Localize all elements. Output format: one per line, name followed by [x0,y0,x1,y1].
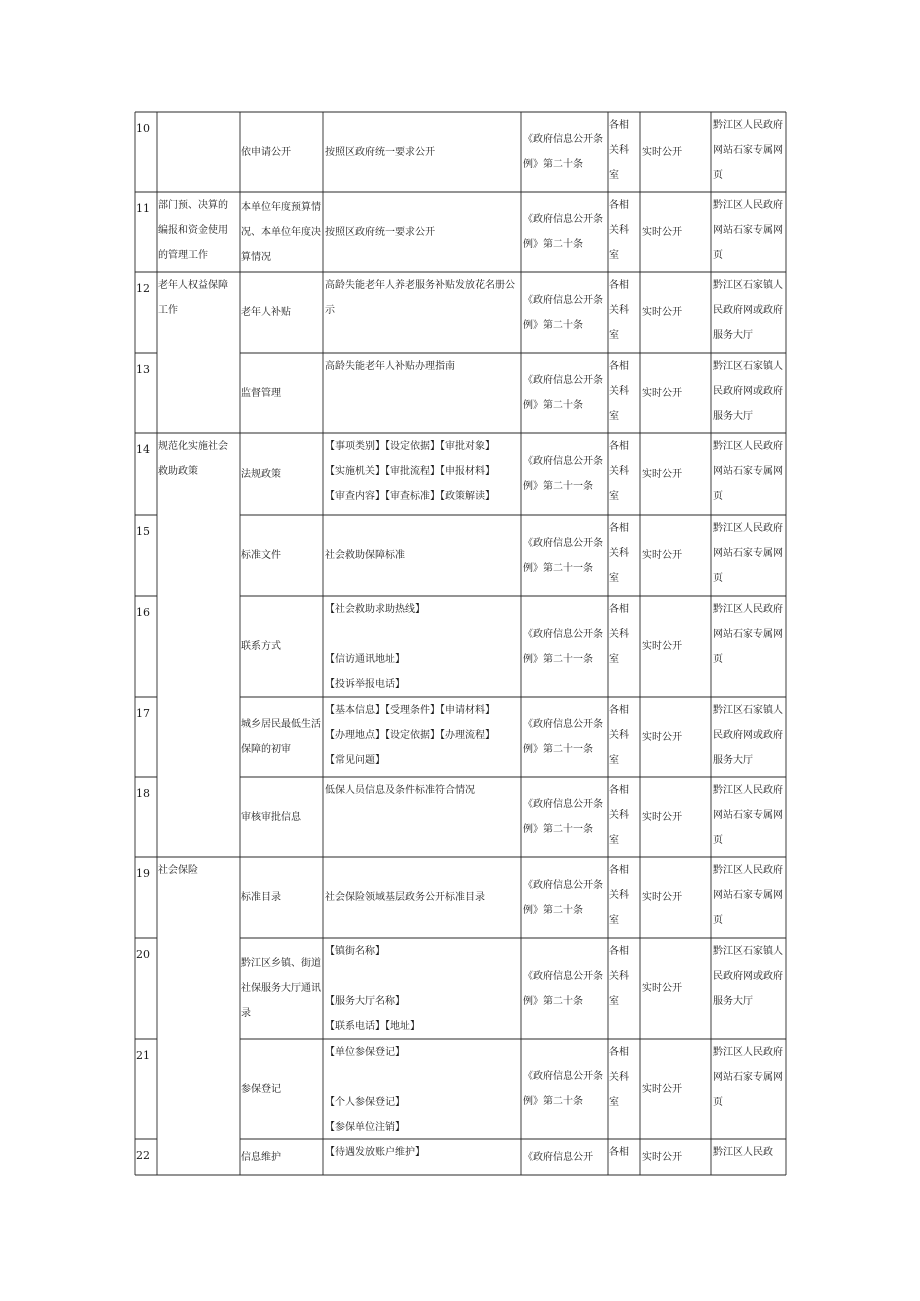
category-cell-text: 规范化实施社会救助政策 [158,441,228,477]
item-cell [241,778,321,856]
row-number: 22 [136,1149,150,1162]
item-cell-text: 标准目录 [241,892,281,903]
content-cell [325,516,520,595]
channel-cell [713,273,785,352]
row-number: 16 [136,606,150,619]
basis-cell-text: 《政府信息公开条例》第二十一条 [523,537,603,574]
subject-cell [609,1040,637,1138]
timing-cell-text: 实时公开 [642,307,682,318]
subject-cell-text: 各相关科室 [609,1047,629,1108]
item-cell [241,597,321,696]
content-cell-text: 【待遇发放账户维护】 [325,1147,425,1158]
item-cell-text: 审核审批信息 [241,811,301,823]
content-cell-text: 按照区政府统一要求公开 [325,146,435,158]
content-line: 【审查内容】【审查标准】【政策解读】 [325,491,495,502]
channel-cell-text: 黔江区人民政府网站石家专属网页 [713,604,783,665]
item-cell [241,113,321,191]
basis-cell [523,273,603,352]
item-cell [241,858,321,937]
item-cell [241,698,321,776]
row-number: 19 [136,867,150,880]
content-cell [325,698,520,776]
channel-cell [713,778,785,856]
content-cell [325,858,520,937]
content-cell [325,113,520,191]
timing-cell-text: 实时公开 [642,811,682,823]
item-cell [241,354,321,432]
channel-cell-text: 黔江区人民政 [713,1147,773,1158]
channel-cell-text: 黔江区人民政府网站石家专属网页 [713,785,783,846]
subject-cell-text: 各相关科室 [609,865,629,926]
content-cell-text: 社会保险领域基层政务公开标准目录 [325,892,485,903]
content-line: 【实施机关】【审批流程】【申报材料】 [325,466,495,477]
channel-cell-text: 黔江区石家镇人民政府网或政府服务大厅 [713,946,783,1007]
channel-cell-text: 黔江区人民政府网站石家专属网页 [713,441,783,502]
basis-cell-text: 《政府信息公开条例》第二十条 [523,214,603,250]
content-cell [325,778,520,856]
channel-cell-text: 黔江区石家镇人民政府网或政府服务大厅 [713,361,783,422]
content-cell-text: 高龄失能老年人养老服务补贴发放花名册公示 [325,280,515,316]
item-cell [241,939,321,1038]
subject-cell [609,354,637,432]
content-line: 【基本信息】【受理条件】【申请材料】 [325,705,495,716]
category-cell [158,273,236,352]
content-line: 【常见问题】 [325,755,385,766]
timing-cell [642,434,708,514]
basis-cell [523,193,603,271]
item-cell-text: 信息维护 [241,1151,281,1163]
timing-cell [642,858,708,937]
subject-cell-text: 各相关科室 [609,705,629,766]
content-cell-text: 高龄失能老年人补贴办理指南 [325,361,455,372]
channel-cell [713,434,785,514]
timing-cell-text: 实时公开 [642,1151,682,1163]
content-cell-text: 社会救助保障标准 [325,550,405,561]
basis-cell-text: 《政府信息公开条例》第二十条 [523,970,603,1007]
item-cell [241,516,321,595]
timing-cell [642,1040,708,1138]
subject-cell [609,939,637,1038]
category-cell [158,434,236,514]
row-number: 20 [136,948,150,961]
basis-cell-text: 《政府信息公开条例》第二十一条 [523,799,603,835]
content-line [325,964,520,989]
basis-cell-text: 《政府信息公开条例》第二十条 [523,879,603,916]
timing-cell-text: 实时公开 [642,550,682,561]
channel-cell-text: 黔江区石家镇人民政府网或政府服务大厅 [713,705,783,766]
item-cell-text: 联系方式 [241,641,281,652]
subject-cell-text: 各相关科室 [609,280,629,341]
timing-cell [642,698,708,776]
channel-cell [713,939,785,1038]
item-cell-text: 黔江区乡镇、街道社保服务大厅通讯录 [241,958,321,1019]
content-line: 【服务大厅名称】 [325,996,405,1007]
subject-cell [609,273,637,352]
content-line: 【参保单位注销】 [325,1122,405,1133]
row-number: 17 [136,707,150,720]
category-cell-text: 部门预、决算的编报和资金使用的管理工作 [158,200,228,261]
timing-cell-text: 实时公开 [642,146,682,158]
subject-cell [609,858,637,937]
content-line: 【社会救助求助热线】 [325,604,425,615]
basis-cell [523,939,603,1038]
row-number: 18 [136,787,150,800]
content-line: 【联系电话】【地址】 [325,1021,420,1032]
row-number: 11 [136,202,150,215]
subject-cell [609,193,637,271]
timing-cell [642,597,708,696]
subject-cell [609,1140,637,1174]
channel-cell [713,1040,785,1138]
timing-cell [642,273,708,352]
row-number: 15 [136,525,150,538]
subject-cell [609,434,637,514]
subject-cell [609,516,637,595]
content-line: 【投诉举报电话】 [325,679,405,690]
timing-cell-text: 实时公开 [642,1083,682,1095]
basis-cell [523,597,603,696]
timing-cell [642,1140,708,1174]
content-line: 【镇街名称】 [325,946,385,957]
item-cell-text: 标准文件 [241,550,281,561]
content-cell [325,434,520,514]
item-cell-text: 监督管理 [241,387,281,399]
basis-cell [523,698,603,776]
content-line: 【个人参保登记】 [325,1097,405,1108]
row-number: 12 [136,282,150,295]
timing-cell [642,778,708,856]
timing-cell [642,193,708,271]
channel-cell-text: 黔江区石家镇人民政府网或政府服务大厅 [713,280,783,341]
timing-cell-text: 实时公开 [642,387,682,399]
basis-cell-text: 《政府信息公开 [523,1151,593,1163]
content-cell [325,193,520,271]
channel-cell-text: 黔江区人民政府网站石家专属网页 [713,1047,783,1108]
timing-cell-text: 实时公开 [642,983,682,994]
item-cell-text: 本单位年度预算情况、本单位年度决算情况 [241,201,321,263]
basis-cell-text: 《政府信息公开条例》第二十条 [523,294,603,331]
channel-cell [713,193,785,271]
channel-cell-text: 黔江区人民政府网站石家专属网页 [713,523,783,584]
content-cell [325,354,520,432]
timing-cell-text: 实时公开 [642,731,682,743]
item-cell [241,1140,321,1174]
timing-cell [642,354,708,432]
channel-cell-text: 黔江区人民政府网站石家专属网页 [713,200,783,261]
basis-cell-text: 《政府信息公开条例》第二十条 [523,134,603,170]
basis-cell [523,113,603,191]
content-cell [325,273,520,352]
timing-cell [642,939,708,1038]
content-cell [325,1040,520,1138]
row-number: 21 [136,1049,150,1062]
content-line: 【事项类别】【设定依据】【审批对象】 [325,441,495,452]
item-cell [241,273,321,352]
channel-cell [713,1140,785,1174]
content-line: 【信访通讯地址】 [325,654,405,665]
subject-cell-text: 各相关科室 [609,361,629,422]
content-line [325,622,520,647]
content-cell [325,1140,520,1174]
category-cell-text: 老年人权益保障工作 [158,280,228,316]
category-cell-text: 社会保险 [158,865,198,876]
basis-cell-text: 《政府信息公开条例》第二十条 [523,1071,603,1107]
content-cell-text: 按照区政府统一要求公开 [325,226,435,238]
timing-cell-text: 实时公开 [642,641,682,652]
item-cell-text: 法规政策 [241,468,281,480]
timing-cell [642,113,708,191]
basis-cell-text: 《政府信息公开条例》第二十一条 [523,456,603,492]
content-line [325,1065,520,1090]
channel-cell [713,698,785,776]
row-number: 14 [136,443,150,456]
item-cell [241,434,321,514]
timing-cell-text: 实时公开 [642,226,682,238]
row-number: 10 [136,122,150,135]
category-cell [158,858,236,937]
basis-cell [523,778,603,856]
subject-cell-text: 各相关科室 [609,441,629,502]
subject-cell-text: 各相关科室 [609,604,629,665]
content-cell [325,939,520,1038]
subject-cell [609,778,637,856]
basis-cell [523,858,603,937]
timing-cell [642,516,708,595]
subject-cell [609,597,637,696]
content-cell-text: 低保人员信息及条件标准符合情况 [325,785,475,796]
basis-cell [523,434,603,514]
subject-cell-text: 各相关科室 [609,523,629,584]
item-cell-text: 城乡居民最低生活保障的初审 [241,719,321,755]
channel-cell-text: 黔江区人民政府网站石家专属网页 [713,120,783,181]
content-line: 【办理地点】【设定依据】【办理流程】 [325,730,495,741]
basis-cell [523,1040,603,1138]
content-line: 【单位参保登记】 [325,1047,405,1058]
subject-cell-text: 各相关科室 [609,785,629,846]
item-cell-text: 依申请公开 [241,146,291,158]
timing-cell-text: 实时公开 [642,892,682,903]
subject-cell-text: 各相关科室 [609,120,629,181]
item-cell [241,1040,321,1138]
basis-cell [523,1140,603,1174]
channel-cell [713,113,785,191]
basis-cell-text: 《政府信息公开条例》第二十条 [523,375,603,411]
basis-cell-text: 《政府信息公开条例》第二十一条 [523,719,603,755]
channel-cell [713,516,785,595]
subject-cell-text: 各相关科室 [609,946,629,1007]
timing-cell-text: 实时公开 [642,468,682,480]
channel-cell-text: 黔江区人民政府网站石家专属网页 [713,865,783,926]
item-cell-text: 参保登记 [241,1083,281,1095]
row-number: 13 [136,363,150,376]
basis-cell-text: 《政府信息公开条例》第二十一条 [523,628,603,665]
basis-cell [523,354,603,432]
item-cell-text: 老年人补贴 [241,307,291,318]
subject-cell [609,113,637,191]
subject-cell-text: 各相关科室 [609,200,629,261]
basis-cell [523,516,603,595]
category-cell [158,193,236,271]
channel-cell [713,858,785,937]
item-cell [241,193,321,271]
channel-cell [713,354,785,432]
subject-cell-text: 各相 [609,1147,629,1158]
channel-cell [713,597,785,696]
content-cell [325,597,520,696]
subject-cell [609,698,637,776]
